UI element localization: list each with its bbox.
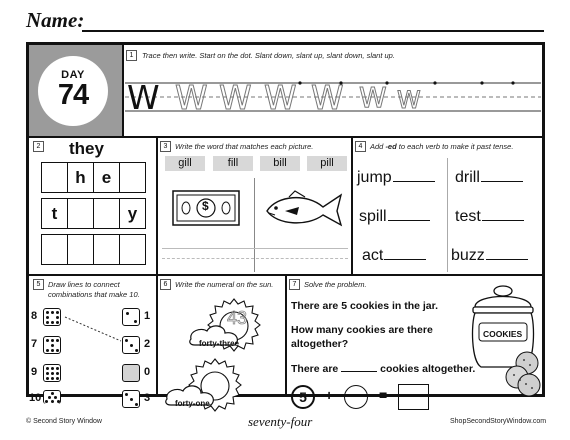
- section-number-1: 1: [126, 50, 137, 61]
- day-panel: [29, 45, 122, 136]
- letter-box: h: [67, 162, 94, 193]
- divider: [351, 137, 353, 275]
- sun-label: forty-three: [199, 339, 240, 348]
- letter-box: y: [119, 198, 146, 229]
- problem-instruction: Solve the problem.: [304, 280, 367, 289]
- divider: [122, 45, 124, 136]
- sum-answer-box[interactable]: [398, 384, 429, 410]
- letter-box[interactable]: [93, 234, 120, 265]
- day-number: 74: [57, 79, 89, 111]
- left-number: 8: [31, 310, 38, 322]
- divider: [29, 136, 542, 138]
- section-number-6: 6: [160, 279, 171, 290]
- die-face-blank[interactable]: [122, 364, 140, 382]
- name-write-line[interactable]: [82, 30, 544, 32]
- trace-letter-w[interactable]: W: [219, 78, 252, 117]
- problem-line-2: How many cookies are there: [291, 324, 433, 336]
- trace-letter-w[interactable]: W: [397, 86, 421, 114]
- right-number: 2: [144, 338, 151, 350]
- divider: [156, 275, 158, 394]
- traced-numeral: 43: [227, 308, 248, 328]
- past-tense-instruction: Add -ed to each verb to make it past tense.: [370, 142, 514, 151]
- answer-sentence: There are cookies altogether.: [291, 363, 476, 375]
- verb-test[interactable]: test: [455, 208, 524, 226]
- letter-box[interactable]: [67, 198, 94, 229]
- trace-instruction: Trace then write. Start on the dot. Slant down, slant up, slant down, slant up.: [142, 51, 395, 60]
- right-number: 3: [144, 392, 151, 404]
- left-number: 10: [29, 392, 42, 404]
- write-line-dashed[interactable]: [162, 258, 348, 259]
- sight-word: they: [69, 139, 104, 158]
- section-number-3: 3: [160, 141, 171, 152]
- write-line[interactable]: [162, 248, 348, 249]
- jar-label: COOKIES: [483, 329, 523, 339]
- die-face-9: [43, 364, 61, 382]
- verb-spill[interactable]: spill: [359, 208, 430, 226]
- divider: [156, 137, 158, 275]
- website: ShopSecondStoryWindow.com: [450, 418, 547, 425]
- left-number: 9: [31, 366, 38, 378]
- numeral-sun-instruction: Write the numeral on the sun.: [175, 280, 274, 289]
- section-number-4: 4: [355, 141, 366, 152]
- divider: [285, 275, 287, 394]
- answer-blank[interactable]: [341, 371, 377, 372]
- die-face-3[interactable]: [122, 336, 140, 354]
- letter-box[interactable]: [119, 234, 146, 265]
- trace-letter-w[interactable]: W: [175, 78, 208, 117]
- right-number: 0: [144, 366, 151, 378]
- die-face-2[interactable]: [122, 308, 140, 326]
- day-badge: [38, 56, 108, 126]
- left-number: 7: [31, 338, 38, 350]
- word-choice: pill: [307, 156, 347, 171]
- verb-drill[interactable]: drill: [455, 169, 523, 187]
- trace-letter-w[interactable]: W: [359, 81, 387, 114]
- trace-letter-w[interactable]: W: [264, 78, 297, 117]
- word-choice: gill: [165, 156, 205, 171]
- problem-line-1: There are 5 cookies in the jar.: [291, 300, 439, 312]
- letter-box[interactable]: [93, 198, 120, 229]
- equals-sign: =: [379, 387, 388, 403]
- verb-act[interactable]: act: [362, 247, 426, 265]
- die-face-7: [43, 336, 61, 354]
- word-choice: bill: [260, 156, 300, 171]
- right-number: 1: [144, 310, 151, 322]
- equation-number: 5: [291, 385, 315, 409]
- example-connection-line: [63, 315, 123, 345]
- section-number-5: 5: [33, 279, 44, 290]
- letter-box: e: [93, 162, 120, 193]
- picture-words-instruction: Write the word that matches each picture.: [175, 142, 314, 151]
- dollar-symbol: $: [202, 199, 209, 213]
- die-face-3[interactable]: [122, 390, 140, 408]
- letter-box: t: [41, 198, 68, 229]
- model-letter-w: W: [127, 78, 160, 117]
- sun-label: forty-one: [175, 399, 210, 408]
- addend-answer-circle[interactable]: [344, 385, 368, 409]
- worksheet-frame: [26, 42, 545, 408]
- cookies-icon: [503, 351, 543, 397]
- die-face-8: [43, 308, 61, 326]
- word-choice: fill: [213, 156, 253, 171]
- letter-box[interactable]: [41, 162, 68, 193]
- fish-icon: [261, 189, 345, 229]
- die-face-10: [43, 390, 61, 404]
- name-label: Name:: [26, 8, 85, 32]
- letter-box[interactable]: [67, 234, 94, 265]
- problem-line-3: altogether?: [291, 338, 349, 350]
- verb-jump[interactable]: jump: [357, 169, 435, 187]
- letter-box[interactable]: [41, 234, 68, 265]
- plus-sign: +: [325, 387, 334, 403]
- day-word: DAY: [61, 69, 85, 81]
- letter-box[interactable]: [119, 162, 146, 193]
- section-number-7: 7: [289, 279, 300, 290]
- divider: [447, 158, 448, 272]
- make-ten-instruction-line2: combinations that make 10.: [48, 290, 140, 299]
- make-ten-instruction-line1: Draw lines to connect: [48, 280, 120, 289]
- page-title: seventy-four: [248, 414, 313, 429]
- verb-buzz[interactable]: buzz: [451, 247, 528, 265]
- trace-letter-w[interactable]: W: [311, 78, 344, 117]
- section-number-2: 2: [33, 141, 44, 152]
- copyright: © Second Story Window: [26, 418, 102, 425]
